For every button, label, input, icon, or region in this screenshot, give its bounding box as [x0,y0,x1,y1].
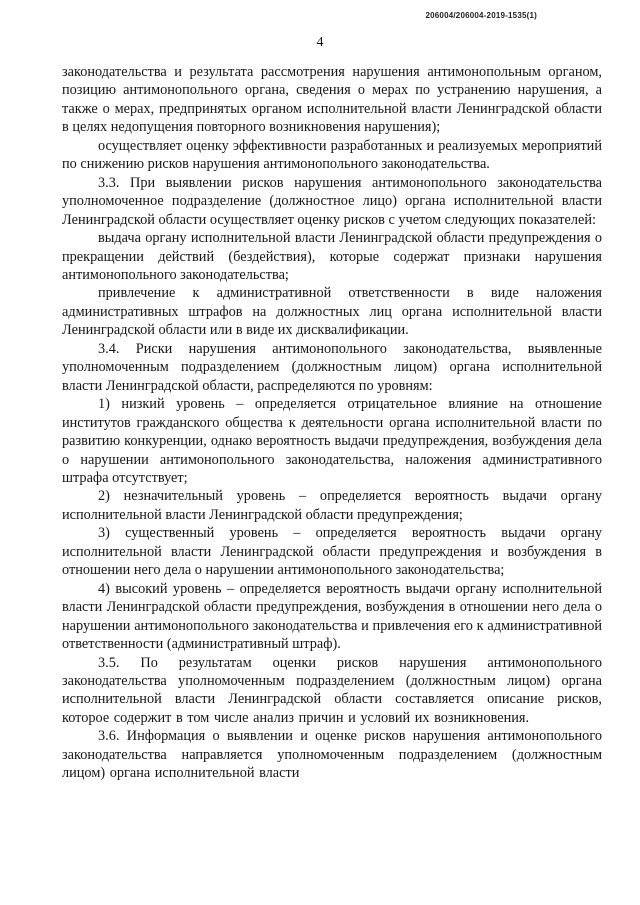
paragraph-3-4: 3.4. Риски нарушения антимонопольного законодательства, выявленные уполномоченным подразделением (должностным лицом) органа исполнительной власти Ленинградской области, распределяются по уровням: [62,340,602,394]
paragraph-3-3: 3.3. При выявлении рисков нарушения антимонопольного законодательства уполномоченное подразделение (должностное лицо) органа исполнительной власти Ленинградской области осуществляет оценку рисков с учетом следующих показателей: [62,174,602,228]
paragraph-effectiveness-assessment: осуществляет оценку эффективности разработанных и реализуемых мероприятий по снижению рисков нарушения антимонопольного законодательства. [62,137,602,173]
paragraph-continuation: законодательства и результата рассмотрения нарушения антимонопольным органом, позицию антимонопольного органа, сведения о мерах по устранению нарушения, а также о мерах, предпринятых органом исполнительной власти Ленинградской области в целях недопущения повторного возникновения нарушения); [62,64,602,136]
paragraph-risk-level-significant: 3) существенный уровень – определяется вероятность выдачи органу исполнительной власти Ленинградской области предупреждения и возбуждения в отношении него дела о нарушении антимонопольного законодательства; [62,525,602,579]
paragraph-risk-level-minor: 2) незначительный уровень – определяется вероятность выдачи органу исполнительной власти Ленинградской области предупреждения; [62,488,602,523]
paragraph-risk-level-low: 1) низкий уровень – определяется отрицательное влияние на отношение институтов гражданского общества к деятельности органа исполнительной власти по развитию конкуренции, однако вероятность выдачи предупреждения, возбуждения дела о нарушении антимонопольного законодательства, наложения административного штрафа отсутствует; [62,396,602,486]
paragraph-liability-indicator: привлечение к административной ответственности в виде наложения административных штрафов на должностных лиц органа исполнительной власти Ленинградской области или в виде их дисквалификации. [62,285,602,339]
page-number: 4 [316,35,324,50]
document-body [62,63,602,783]
paragraph-warning-indicator: выдача органу исполнительной власти Ленинградской области предупреждения о прекращении действий (бездействия), которые содержат признаки нарушения антимонопольного законодательства; [62,230,602,283]
paragraph-3-6: 3.6. Информация о выявлении и оценке рисков нарушения антимонопольного законодательства направляется уполномоченным подразделением (должностным лицом) органа исполнительной власти [62,728,602,782]
document-registration-code: 206004/206004-2019-1535(1) [425,11,537,20]
paragraph-3-5: 3.5. По результатам оценки рисков нарушения антимонопольного законодательства уполномоченным подразделением (должностным лицом) органа исполнительной власти Ленинградской области составляется описание рисков, которое содержит в том числе анализ причин и условий их возникновения. [62,654,602,726]
paragraph-risk-level-high: 4) высокий уровень – определяется вероятность выдачи органу исполнительной власти Ленинградской области предупреждения, возбуждения в отношении него дела о нарушении антимонопольного законодательства и привлечения его к административной ответственности (административный штраф). [62,580,602,653]
